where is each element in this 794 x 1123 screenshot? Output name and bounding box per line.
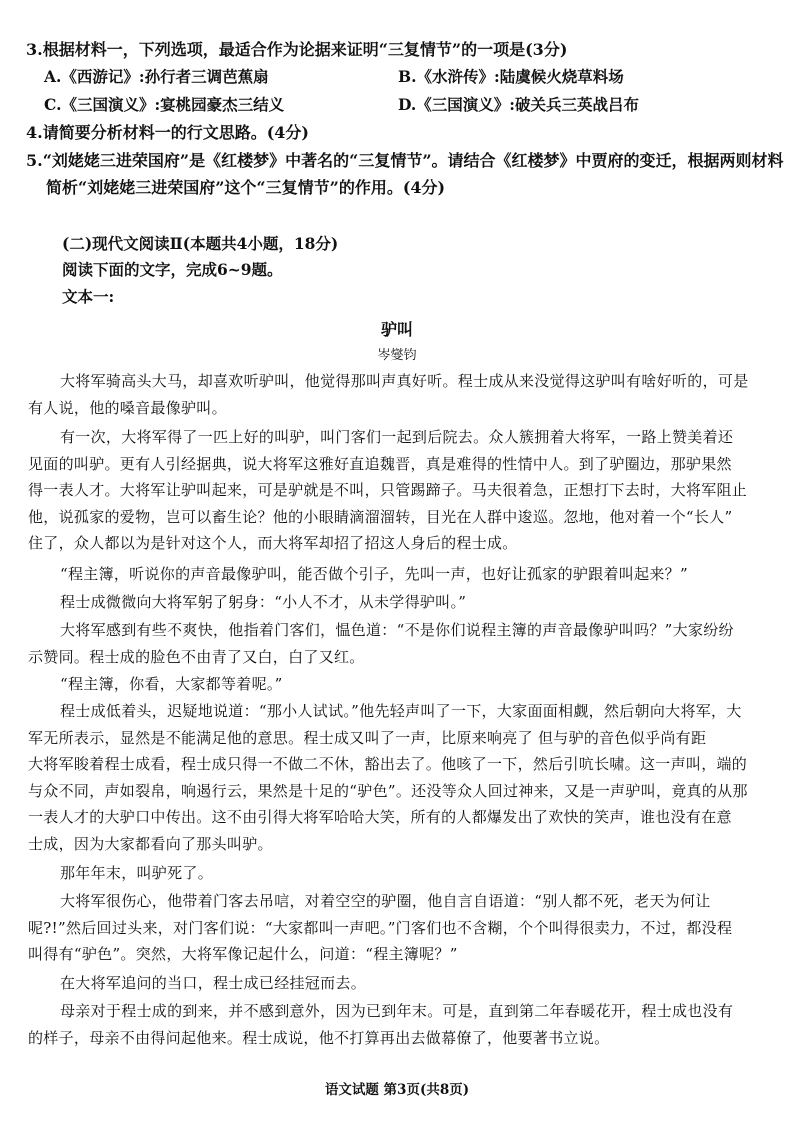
paragraph-7 — [28, 698, 780, 857]
paragraph-line: 大将军很伤心，他带着门客去吊唁，对着空空的驴圈，他自言自语道：“别人都不死，老天为何让 — [60, 892, 711, 910]
option-d: D.《三国演义》:破关兵三英战吕布 — [398, 95, 640, 114]
paragraph-line: 得一表人才。大将军让驴叫起来，可是驴就是不叫，只管踢蹄子。马夫很着急，正想打下去时，大将军阻止 — [28, 481, 748, 499]
paragraph-line: 士成，因为大家都看向了那头叫驴。 — [28, 834, 273, 853]
paragraph-line: 大将军感到有些不爽快，他指着门客们，愠色道：“不是你们说程主簿的声音最像驴叫吗？”大家纷纷 — [60, 621, 734, 639]
paragraph-line: 在大将军追问的当口，程士成已经挂冠而去。 — [60, 974, 367, 992]
paragraph-1 — [28, 368, 780, 421]
paragraph-line: 那年年末，叫驴死了。 — [60, 864, 214, 882]
paragraph-5 — [28, 617, 780, 670]
paragraph-8 — [40, 860, 780, 887]
paragraph-9 — [28, 888, 780, 968]
paragraph-line: 有人说，他的嗓音最像驴叫。 — [28, 398, 227, 417]
question-3: 3.根据材料一，下列选项，最适合作为论据来证明“三复情节”的一项是(3分) — [26, 40, 568, 59]
option-a: A.《西游记》:孙行者三调芭蕉扇 — [44, 67, 269, 86]
paragraph-line: 住了，众人都以为是针对这个人，而大将军却招了招这人身后的程士成。 — [28, 534, 518, 552]
paragraph-line: 军无所表示，显然是不能满足他的意思。程士成又叫了一声，比原来响亮了 但与驴的音色似乎尚有距 — [28, 728, 707, 747]
paragraph-6 — [40, 671, 780, 698]
section-instruction: 阅读下面的文字，完成6~9题。 — [62, 260, 283, 279]
paragraph-11 — [28, 998, 780, 1051]
paragraph-line: 程士成低着头，迟疑地说道：“那小人试试。”他先轻声叫了一下，大家面面相觑，然后朝向大将军，大 — [60, 702, 742, 720]
paragraph-line: 大将军骑高头大马，却喜欢听驴叫，他觉得那叫声真好听。程士成从来没觉得这驴叫有啥好听的，可是 — [60, 372, 749, 390]
paragraph-3 — [40, 561, 780, 588]
paragraph-line: 见面的叫驴。更有人引经据典，说大将军这雅好直追魏晋，真是难得的性情中人。到了驴圈边，那驴果然 — [28, 454, 732, 473]
paragraph-2 — [28, 424, 780, 557]
paragraph-line: 他，说孤家的爱物，岂可以畜生论？他的小眼睛滴溜溜转，目光在人群中逡巡。忽地，他对着一个“长人” — [28, 507, 733, 526]
paragraph-line: “程主簿，听说你的声音最像驴叫，能否做个引子，先叫一声，也好让孤家的驴跟着叫起来？” — [60, 565, 688, 583]
paragraph-line: 示赞同。程士成的脸色不由青了又白，白了又红。 — [28, 647, 365, 666]
option-c: C.《三国演义》:宴桃园豪杰三结义 — [44, 95, 285, 114]
question-5-line-2: 简析“刘姥姥三进荣国府”这个“三复情节”的作用。(4分) — [46, 178, 446, 197]
article-author: 岑燮钧 — [377, 348, 417, 363]
paragraph-line: 有一次，大将军得了一匹上好的叫驴，叫门客们一起到后院去。众人簇拥着大将军，一路上赞美着还 — [60, 428, 734, 446]
article-title: 驴叫 — [380, 320, 413, 339]
question-5-line-1: 5.“刘姥姥三进荣国府”是《红楼梦》中著名的“三复情节”。请结合《红楼梦》中贾府的变迁，根据两则材料 — [26, 151, 784, 170]
paragraph-line: 呢?!”然后回过头来，对门客们说：“大家都叫一声吧。”门客们也不含糊，个个叫得很卖力，不过，都没程 — [28, 918, 733, 937]
paragraph-4 — [40, 589, 780, 616]
section-heading: (二)现代文阅读Ⅱ(本题共4小题，18分) — [62, 234, 339, 253]
page-footer: 语文试题 第3页(共8页) — [324, 1082, 470, 1098]
paragraph-line: 与众不同，声如裂帛，响遏行云，果然是十足的“驴色”。还没等众人回过神来，又是一声驴叫，竟真的从那 — [28, 781, 748, 800]
paragraph-line: “程主簿，你看，大家都等着呢。” — [60, 675, 283, 693]
paragraph-line: 一表人才的大驴口中传出。这不由引得大将军哈哈大笑，所有的人都爆发出了欢快的笑声，谁也没有在意 — [28, 808, 732, 826]
paragraph-line: 程士成微微向大将军躬了躬身：“小人不才，从未学得驴叫。” — [60, 593, 467, 611]
option-b: B.《水浒传》:陆虞候火烧草料场 — [398, 67, 624, 86]
paragraph-line: 的样子，母亲不由得问起他来。程士成说，他不打算再出去做幕僚了，他要著书立说。 — [28, 1028, 610, 1047]
paragraph-line: 叫得有“驴色”。突然，大将军像记起什么，问道：“程主簿呢？” — [28, 945, 458, 963]
paragraph-10 — [40, 970, 780, 997]
text-label: 文本一: — [62, 287, 115, 306]
question-4: 4.请简要分析材料一的行文思路。(4分) — [26, 123, 309, 142]
paragraph-line: 母亲对于程士成的到来，并不感到意外，因为已到年末。可是，直到第二年春暖花开，程士成也没有 — [60, 1002, 734, 1020]
paragraph-line: 大将军睃着程士成看，程士成只得一不做二不休，豁出去了。他咳了一下，然后引吭长啸。这一声叫，端的 — [28, 755, 748, 773]
